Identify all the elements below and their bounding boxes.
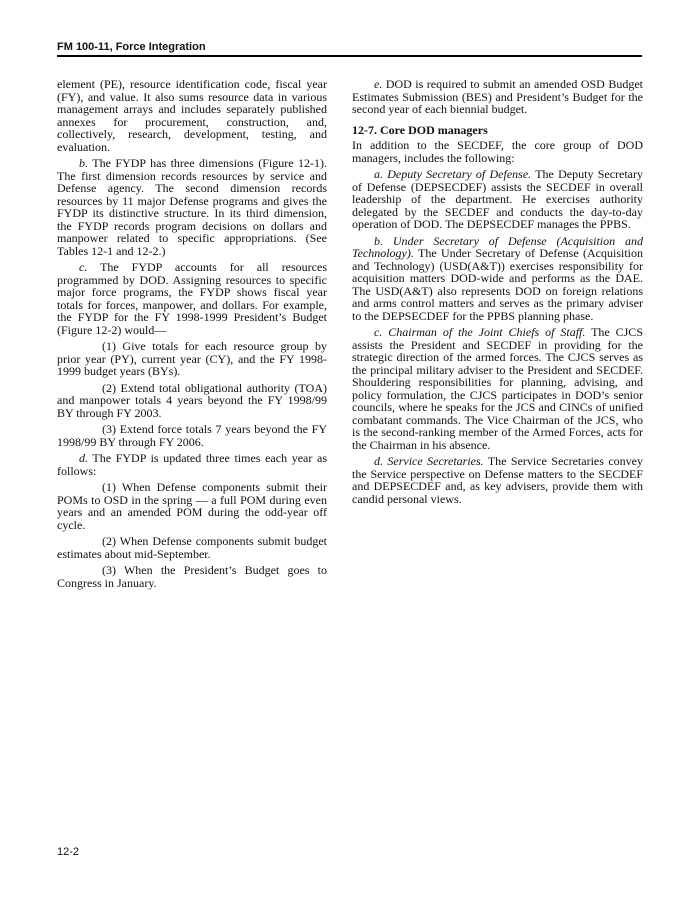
paragraph-c-label: c. <box>79 260 88 274</box>
list-item-d1: (1) When Defense components submit their POMs to OSD in the spring — a full POM during even years and an amended POM during the odd-year off cycle. <box>57 480 327 532</box>
paragraph-continuation: element (PE), resource identification code, fiscal year (FY), and value. It also sums resource data in various management arrays and includes separately published annexes for procurement, construction, and, collectively, research, development, testing, and evaluation. <box>57 77 327 154</box>
service-secretaries-text: The Service Secretaries convey the Service perspective on Defense matters to the SECDEF and DEPSECDEF and, as key advisers, provide them with candid personal views. <box>352 454 643 506</box>
section-intro: In addition to the SECDEF, the core group of DOD managers, includes the following: <box>352 138 643 165</box>
list-item-c1: (1) Give totals for each resource group by prior year (PY), current year (CY), and the FY 1998-1999 budget years (BYs). <box>57 339 327 378</box>
right-column <box>352 78 643 509</box>
paragraph-c-text: The FYDP accounts for all resources programmed by DOD. Assigning resources to specific major force programs, the FYDP shows fiscal year totals for forces, manpower, and dollars. For example, the FYDP for the FY 1998-1999 President’s Budget (Figure 12-2) would— <box>57 260 327 337</box>
paragraph-d <box>57 452 327 477</box>
list-item-c3: (3) Extend force totals 7 years beyond the FY 1998/99 BY through FY 2006. <box>57 422 327 449</box>
paragraph-b-label: b. <box>79 156 88 170</box>
left-column <box>57 78 327 593</box>
list-item-d3: (3) When the President’s Budget goes to Congress in January. <box>57 563 327 590</box>
paragraph-c <box>57 261 327 336</box>
deputy-secretary-label: a. Deputy Secretary of Defense. <box>374 167 532 181</box>
list-item-c2: (2) Extend total obligational authority (TOA) and manpower totals 4 years beyond the FY 1998/99 BY through FY 2003. <box>57 380 327 420</box>
running-header: FM 100-11, Force Integration <box>57 41 206 53</box>
paragraph-service-secretaries <box>352 455 643 505</box>
paragraph-e-text: DOD is required to submit an amended OSD Budget Estimates Submission (BES) and President’s Budget for the second year of each biennial budget. <box>352 77 643 116</box>
paragraph-under-secretary <box>352 235 643 323</box>
paragraph-b <box>57 157 327 257</box>
cjcs-text: The CJCS assists the President and SECDEF in providing for the strategic direction of the armed forces. The CJCS serves as the principal military adviser to the President and SECDEF. Shouldering responsibilities for planning, advising, and policy formulation, the CJCS participates in DOD’s senior councils, where he speaks for the JCS and CINCs of unified combatant commands. The Vice Chairman of the JCS, who is the second-ranking member of the Armed Forces, acts for the Chairman in his absence. <box>352 325 643 452</box>
under-secretary-text: The Under Secretary of Defense (Acquisition and Technology) (USD(A&T)) exercises responsibility for acquisition matters DOD-wide and performs as the DAE. The USD(A&T) also represents DOD on foreign relations and arms control matters and serves as the primary adviser to the DEPSECDEF for the PPBS planning phase. <box>352 246 643 323</box>
header-rule <box>57 55 642 57</box>
under-secretary-label: b. Under Secretary of Defense (Acquisition and Technology). <box>352 233 643 260</box>
page-number: 12-2 <box>57 846 80 858</box>
paragraph-d-text: The FYDP is updated three times each year as follows: <box>57 451 327 478</box>
paragraph-cjcs <box>352 326 643 451</box>
service-secretaries-label: d. Service Secretaries. <box>374 454 484 468</box>
paragraph-e <box>352 78 643 116</box>
list-item-d2: (2) When Defense components submit budget estimates about mid-September. <box>57 534 327 561</box>
cjcs-label: c. Chairman of the Joint Chiefs of Staff. <box>374 325 586 339</box>
section-heading: 12-7. Core DOD managers <box>352 122 488 137</box>
deputy-secretary-text: The Deputy Secretary of Defense (DEPSECDEF) assists the SECDEF in overall leadership of the department. He exercises authority delegated by the SECDEF and conducts the day-to-day operation of DOD. The DEPSECDEF manages the PPBS. <box>352 167 643 231</box>
paragraph-e-label: e. <box>374 77 383 91</box>
paragraph-deputy-secretary <box>352 168 643 231</box>
paragraph-d-label: d. <box>79 451 88 465</box>
paragraph-b-text: The FYDP has three dimensions (Figure 12-1). The first dimension records resources by service and Defense agency. The second dimension records resources by 11 major Defense programs and gives the FYDP its distinctive structure. In its third dimension, the FYDP records program decisions on dollars and manpower related to specific appropriations. (See Tables 12-1 and 12-2.) <box>57 156 327 258</box>
